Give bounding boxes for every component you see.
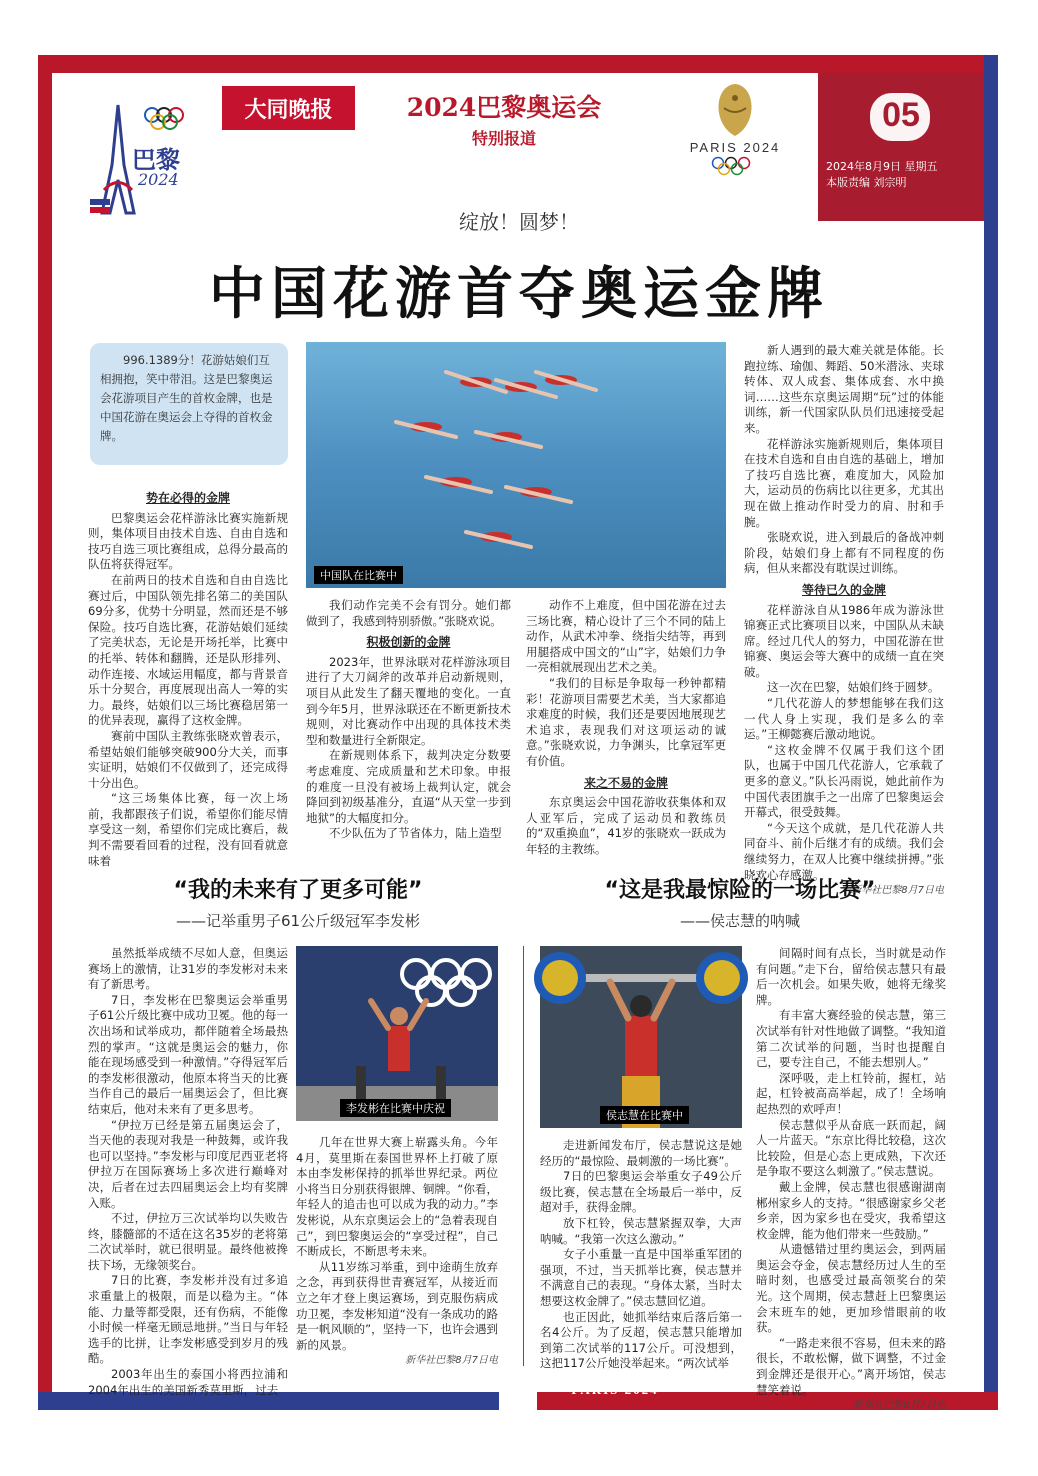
olympic-rings-icon: [708, 156, 768, 176]
main-headline: 中国花游首夺奥运金牌: [209, 262, 829, 327]
paragraph: 在新规则体系下，裁判决定分数要考虑难度、完成质量和艺术印象。申报的难度一旦没有被场上裁判认定，就会降回到初级基准分，直逼“从天堂一步到地狱”的大幅度扣分。: [306, 748, 511, 825]
paris-2024-logo-text: PARIS 2024: [689, 140, 781, 155]
paragraph: 不过，伊拉万三次试举均以失败告终，膝髓部的不适在这名35岁的老将第二次试举时，就已很明显。最终他被搀扶下场，无缘领奖台。: [88, 1211, 288, 1272]
paragraph: “我们的目标是争取每一秒钟都精彩！花游项目需要艺术美，当大家都追求难度的时候，我们还是要因地展现艺术追求，表现我们对这项运动的诚意。”张晓欢说，力争渊头，比拿冠军更有价值。: [526, 675, 726, 768]
paragraph: 在前两日的技术自选和自由自选比赛过后，中国队领先排名第二的美国队69分多，优势十分明显，然而还是不够保险。技巧自选比赛，花游姑娘们延续了完美状态，无论是开场托举，比赛中的托举、转体和翻腾，还是队形排列、动作连接、水域运用幅度，都与背景音乐十分契合，再度展现出高人一筹的实力。最终，姑娘们以三场比赛稳居第一的优异表现，赢得了这枚金牌。: [88, 572, 288, 728]
paragraph: “一路走来很不容易，但未来的路很长，不敢松懈，做下调整，不过金到金牌还是很开心。”离开场馆，侯志慧笑着说。: [756, 1335, 946, 1397]
paragraph: 2003年出生的泰国小将西拉浦和2004年出生的美国新秀莫里斯，过去: [88, 1367, 288, 1397]
column-divider: [523, 946, 524, 1366]
special-report-title: 2024巴黎奥运会: [406, 93, 602, 122]
frame-top-border: [38, 55, 998, 73]
main-article-column-3: [526, 598, 726, 856]
paragraph: 赛前中国队主教练张晓欢曾表示，希望姑娘们能够突破900分大关，而事实证明，姑娘们不仅做到了，还完成得十分出色。: [88, 728, 288, 790]
right-article-subtitle: ——侯志慧的呐喊: [679, 912, 800, 930]
paragraph: 7日的巴黎奥运会举重女子49公斤级比赛，侯志慧在全场最后一举中，反超对手，获得金牌。: [540, 1169, 742, 1215]
main-article-column-2: [306, 598, 511, 841]
special-report-subtitle: 特别报道: [471, 129, 536, 148]
paragraph: 动作不上难度，但中国花游在过去三场比赛，精心设计了三个不同的陆上动作，从武术冲拳、绕指尖结等，再到用腿搭成中国文的“山”字，姑娘们力争一亮相就展现出艺术之美。: [526, 598, 726, 675]
main-article-column-4: [744, 343, 944, 897]
paragraph: “今天这个成就，是几代花游人共同奋斗、前仆后继才有的成绩。我们会继续努力，在双人比赛中继续拼搏。”张晓欢心存感激。: [744, 820, 944, 882]
paragraph: “伊拉万已经是第五届奥运会了，当天他的表现对我是一种鼓舞，或许我也可以坚持。”李发彬与印度尼西亚老将伊拉万在国际赛场上多次进行巅峰对决，后者在过去四届奥运会上均有奖牌入账。: [88, 1117, 288, 1210]
section-subhead: 等待已久的金牌: [801, 582, 886, 597]
paragraph: 这一次在巴黎，姑娘们终于圆梦。: [767, 680, 940, 695]
paragraph: 侯志慧似乎从奋底一跃而起，阔人一片蓝天。“东京比得比较稳，这次比较险，但是心态上更成熟，下次还是争取不要这么刺激了。”侯志慧说。: [756, 1117, 946, 1179]
paragraph: 2023年，世界泳联对花样游泳项目进行了大刀阔斧的改革并启动新规则，项目从此发生了翻天覆地的变化。一直到今年5月，世界泳联还在不断更新技术规则，对比赛动作中出现的具体技术类型和数量进行全新限定。: [306, 654, 511, 747]
paragraph: 我们动作完美不会有罚分。她们都做到了，我感到特别骄傲。”张晓欢说。: [306, 598, 511, 628]
paragraph: 也正因此，她抓举结束后落后第一名4公斤。为了反超，侯志慧只能增加到第二次试举的117公斤。可没想到，这把117公斤她没举起来。“两次试举: [540, 1309, 742, 1371]
summary-box: 996.1389分！花游姑娘们互相拥抱，笑中带泪。这是巴黎奥运会花游项目产生的首枚金牌，也是中国花游在奥运会上夺得的首枚金牌。: [90, 343, 288, 465]
left-article-title: “我的未来有了更多可能”: [173, 878, 423, 903]
paragraph: 间隔时间有点长，当时就是动作有问题。”走下台，留给侯志慧只有最后一次机会。如果失败，她将无缘奖牌。: [756, 946, 946, 1007]
paragraph: 东京奥运会中国花游收获集体和双人亚军后，完成了运动员和教练员的“双重换血”，41岁的张晓欢一跃成为年轻的主教练。: [526, 795, 726, 856]
section-subhead: 积极创新的金牌: [366, 635, 451, 650]
photo-caption: 中国队在比赛中: [314, 566, 403, 584]
section-subhead: 势在必得的金牌: [145, 491, 230, 505]
right-article-column-2: [756, 946, 946, 1412]
paragraph: 有丰富大赛经验的侯志慧，第三次试举有针对性地做了调整。“我知道第二次试举的问题，当时也提醒自己，要专注自己，不能去想别人。”: [756, 1008, 946, 1070]
paris-badge-text: 巴黎: [132, 145, 180, 174]
paragraph: 走进新闻发布厅，侯志慧说这是她经历的“最惊险、最刺激的一场比赛”。: [540, 1138, 742, 1168]
paragraph: 不少队伍为了节省体力，陆上造型: [329, 826, 502, 841]
main-article-column-1: [88, 485, 288, 868]
paris-2024-logo: [700, 80, 770, 140]
footer-paris-label: PARIS 2024: [571, 1382, 659, 1397]
paragraph: 7日的比赛，李发彬并没有过多追求重量上的极限，而是以稳为主。“体能、力量等都受限，还有伤病，不能像小时候一样毫无顾忌地拼。”当日与年轻选手的比拼，让李发彬感受到岁月的残酷。: [88, 1273, 288, 1366]
right-article-title: “这是我最惊险的一场比赛”: [604, 878, 876, 903]
paragraph: 戴上金牌，侯志慧也很感谢湖南郴州家乡人的支持。“很感谢家乡父老乡亲，因为家乡也在受灾，我希望这枚金牌，能为他们带来一些鼓励。”: [756, 1179, 946, 1241]
weightlifter-li-fabin-photo: [296, 946, 498, 1121]
synchronized-swimming-photo: [306, 342, 726, 588]
paragraph: 从遗憾错过里约奥运会，到两届奥运会夺金，侯志慧经历过人生的至暗时刻，也感受过最高领奖台的荣光。这个周期，侯志慧赶上巴黎奥运会末班车的她，更加珍惜眼前的收获。: [756, 1242, 946, 1335]
section-subhead: 来之不易的金牌: [583, 775, 668, 790]
right-article-column-1: [540, 1138, 742, 1371]
issue-date: 2024年8月9日 星期五: [826, 160, 938, 173]
article-kicker: 绽放！圆梦！: [459, 210, 579, 234]
paris-flame-icon: [700, 80, 770, 140]
left-article-column-1: [88, 946, 288, 1397]
paragraph: 虽然抵举成绩不尽如人意，但奥运赛场上的激情，让31岁的李发彬对未来有了新思考。: [88, 946, 288, 992]
paragraph: 7日，李发彬在巴黎奥运会举重男子61公斤级比赛中成功卫冕。他的每一次出场和试举成功，都伴随着全场最热烈的掌声。“这就是奥运会的魅力，你能在现场感受到一种激情。”夺得冠军后的李发彬很激动，他原本将当天的比赛当作自己的最后一届奥运会了，但比赛结束后，他对未来有了更多思考。: [88, 992, 288, 1116]
page-number: 05: [882, 96, 920, 134]
paragraph: 张晓欢说，进入到最后的备战冲刺阶段，姑娘们身上都有不同程度的伤病，但从来都没有耽误过训练。: [744, 530, 944, 576]
weightlifter-hou-zhihui-photo: [540, 946, 742, 1128]
paris-badge-year: 2024: [138, 170, 179, 189]
paragraph: 放下杠铃，侯志慧紧握双拳，大声呐喊。“我第一次这么激动。”: [540, 1215, 742, 1246]
brand-name: 大同晚报: [244, 96, 333, 123]
byline: 新华社巴黎8月7日电: [405, 1355, 498, 1367]
paragraph: 从11岁练习举重，到中途萌生放弃之念，再到获得世青赛冠军，从接近而立之年才登上奥运赛场，到克服伤病成功卫冕，李发彬知道“没有一条成功的路是一帆风顺的”，坚持一下，也许会遇到新的风景。: [296, 1259, 498, 1352]
paragraph: 花样游泳自从1986年成为游泳世锦赛正式比赛项目以来，中国队从未缺席。经过几代人的努力，中国花游在世锦赛、奥运会等大赛中的成绩一直在突破。: [744, 602, 944, 679]
paragraph: 巴黎奥运会花样游泳比赛实施新规则，集体项目由技术自选、自由自选和技巧自选三项比赛组成，总得分最高的队伍将获得冠军。: [88, 510, 288, 572]
paragraph: “这枚金牌不仅属于我们这个团队，也属于中国几代花游人，它承载了更多的意义。”队长冯雨说，她此前作为中国代表团旗手之一出席了巴黎奥运会开幕式，很受鼓舞。: [744, 742, 944, 820]
paragraph: “几代花游人的梦想能够在我们这一代人身上实现，我们是多么的幸运。”王柳懿赛后激动地说。: [744, 696, 944, 742]
newspaper-brand: [222, 86, 355, 130]
byline: 新华社巴黎8月7日电: [851, 885, 944, 897]
right-photo-caption: 侯志慧在比赛中: [600, 1106, 689, 1124]
paragraph: 花样游泳实施新规则后，集体项目在技术自选和自由自选的基础上，增加了技巧自选比赛，难度加大，风险加大，运动员的伤病比以往更多，尤其出现在做上推动作时受力的肩、肘和手腕。: [744, 436, 944, 529]
left-photo-caption: 李发彬在比赛中庆祝: [340, 1099, 451, 1117]
page-editor: 本版责编 刘宗明: [826, 176, 907, 189]
paragraph: “这三场集体比赛，每一次上场前，我都跟孩子们说，希望你们能尽情享受这一刻，希望你们完成比赛后，裁判不需要看回看的过程，没有回看就意味着: [88, 791, 288, 868]
byline: 新华社巴黎8月7日电: [853, 1400, 946, 1412]
paragraph: 新人遇到的最大难关就是体能。长跑拉练、瑜伽、舞蹈、50米潜泳、夹球转体、双人成套、集体成套、水中换词……这些东京奥运周期“玩”过的体能训练，新一代国家队队员们迅速接受起来。: [744, 343, 944, 435]
left-article-column-2: [296, 1135, 498, 1371]
paragraph: 深呼吸，走上杠铃前，握杠，站起，杠铃被高高举起，成了！全场响起热烈的欢呼声！: [756, 1070, 946, 1116]
left-article-subtitle: ——记举重男子61公斤级冠军李发彬: [175, 912, 421, 930]
paragraph: 女子小重量一直是中国举重军团的强项，不过，当天抓举比赛，侯志慧并不满意自己的表现。“身体太紧，当时太想要这枚金牌了。”侯志慧回忆道。: [540, 1247, 742, 1308]
paragraph: 几年在世界大赛上崭露头角。今年4月，莫里斯在泰国世界杯上打破了原本由李发彬保持的抓举世界纪录。两位小将当日分别获得银牌、铜牌。“你看，年轻人的追击也可以成为我的动力。”李发彬说，从东京奥运会上的“急着表现自己”，到巴黎奥运会的“享受过程”，自己不断成长，不断思考未来。: [296, 1135, 498, 1259]
